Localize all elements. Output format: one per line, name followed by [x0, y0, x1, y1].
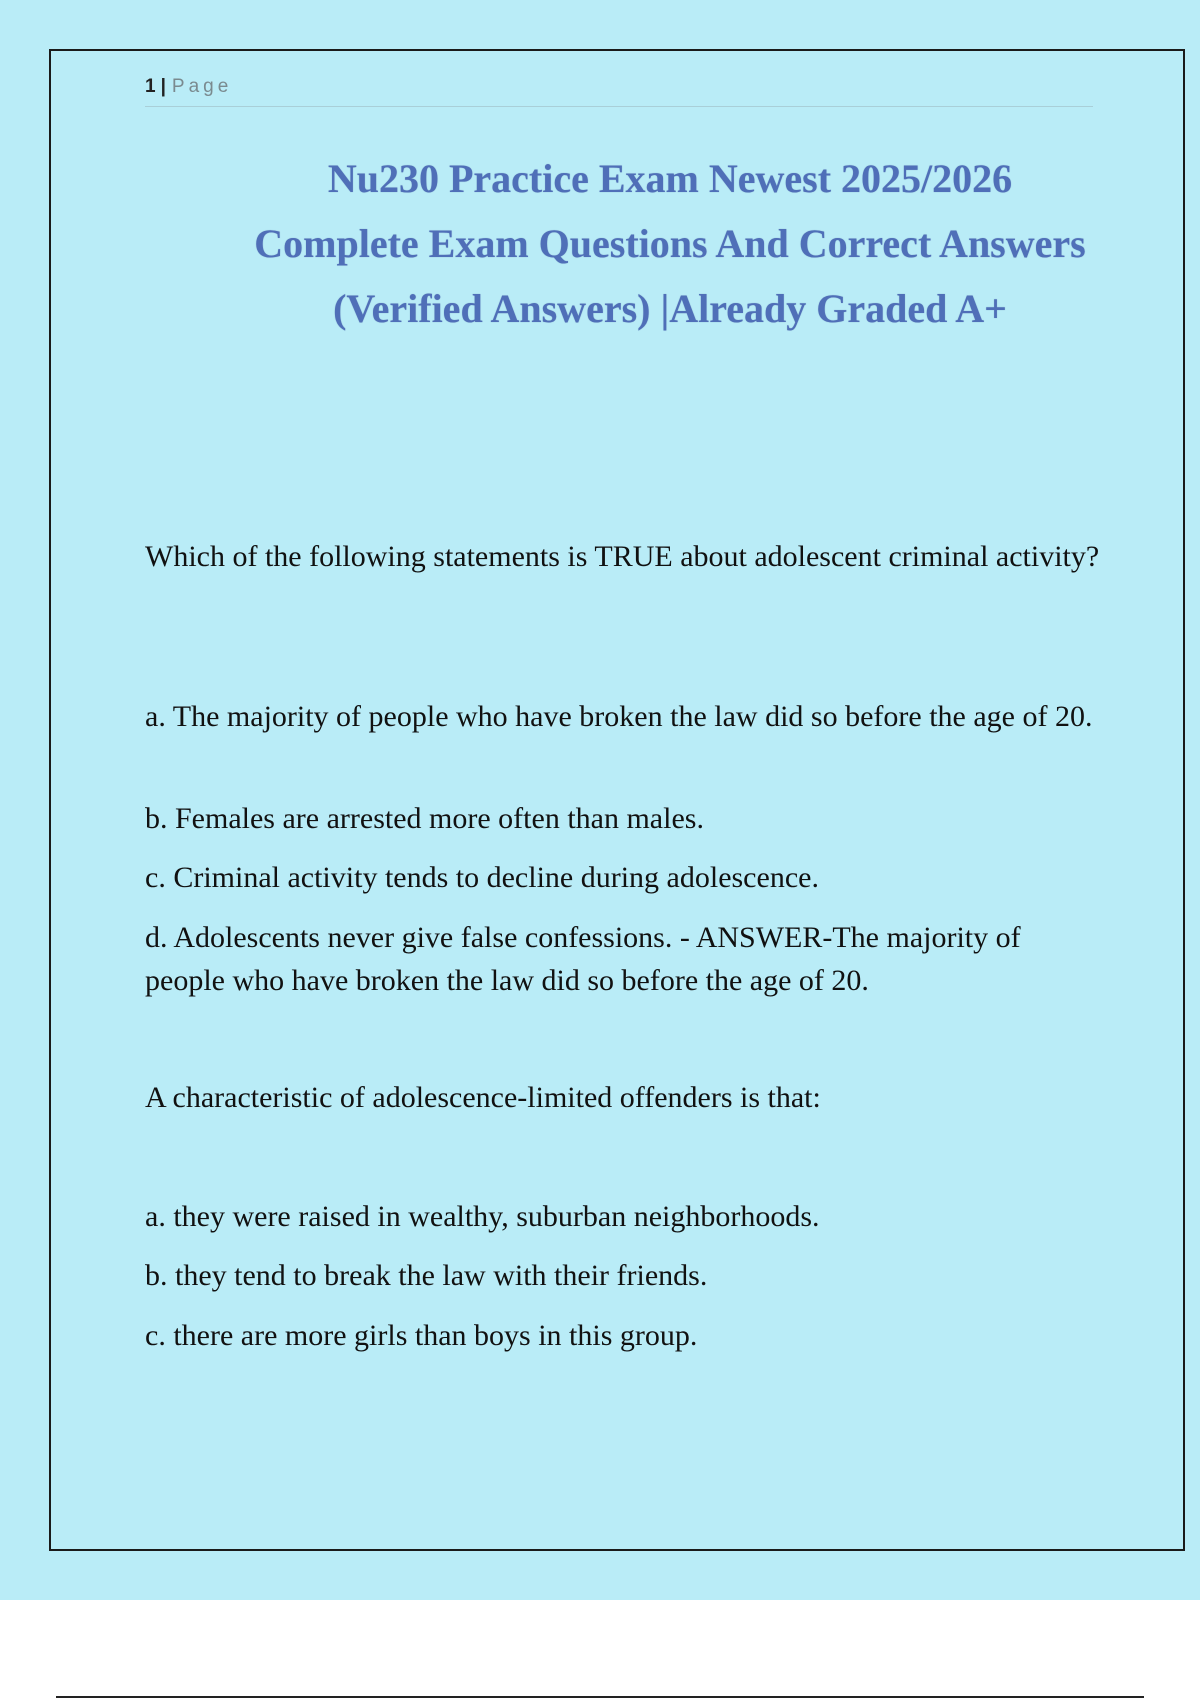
question-1-option-b: b. Females are arrested more often than males. [145, 802, 704, 835]
page-label: Page [171, 76, 233, 97]
question-2-option-c: c. there are more girls than boys in this group. [145, 1319, 698, 1352]
page-header [145, 74, 1093, 107]
document-title [110, 146, 1200, 341]
question-2-option-b: b. they tend to break the law with their friends. [145, 1259, 708, 1292]
title-line-1: Nu230 Practice Exam Newest 2025/2026 [327, 156, 1013, 201]
title-line-2: Complete Exam Questions And Correct Answers [254, 221, 1086, 266]
question-1-option-a: a. The majority of people who have broken the law did so before the age of 20. [145, 700, 1093, 733]
question-1-option-d-answer: d. Adolescents never give false confessions. - ANSWER-The majority of people who have broken the law did so before the age of 20. [145, 921, 1021, 997]
title-line-3: (Verified Answers) |Already Graded A+ [333, 286, 1007, 331]
question-2-option-a: a. they were raised in wealthy, suburban neighborhoods. [145, 1200, 820, 1233]
question-1-text: Which of the following statements is TRUE about adolescent criminal activity? [145, 540, 1100, 573]
question-1-option-c: c. Criminal activity tends to decline during adolescence. [145, 861, 819, 894]
bottom-divider [56, 1696, 1144, 1698]
page-number: 1 [145, 76, 156, 97]
question-2-text: A characteristic of adolescence-limited offenders is that: [145, 1081, 821, 1114]
page-separator: | [160, 76, 166, 97]
